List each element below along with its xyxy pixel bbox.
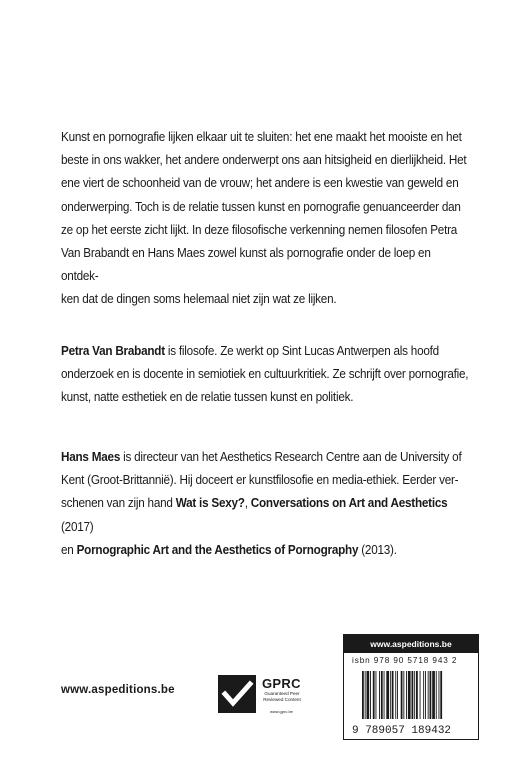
book-title: Conversations on Art and Aesthetics <box>250 496 448 511</box>
isbn-label: isbn 978 90 5718 943 2 <box>352 656 458 665</box>
bio-text: schenen van zijn hand <box>61 496 176 511</box>
author-name: Petra Van Brabandt <box>61 344 165 358</box>
bio-text: , <box>244 496 251 511</box>
author-bio-hans <box>61 446 470 562</box>
barcode-icon <box>352 671 472 735</box>
barcode-header: www.aspeditions.be <box>344 635 478 653</box>
bio-text: Kent (Groot-Brittannië). Hij doceert er kunstfilosofie en media-ethiek. Eerder ver- <box>61 473 459 488</box>
bio-text: is directeur van het Aesthetics Research Centre aan de University of <box>120 450 462 464</box>
gprc-title: GPRC <box>262 676 301 691</box>
bio-text: (2017) <box>61 519 94 534</box>
publisher-website[interactable]: www.aspeditions.be <box>61 684 175 696</box>
gprc-subtitle: Guaranteed Peer Reviewed Content <box>263 691 301 702</box>
bio-text: (2013). <box>358 542 397 557</box>
book-title: Wat is Sexy? <box>175 496 245 511</box>
bio-text: kunst, natte esthetiek en de relatie tussen kunst en politiek. <box>61 390 354 405</box>
blurb-line: Van Brabandt en Hans Maes zowel kunst als pornografie onder de loep en ontdek- <box>61 246 431 284</box>
blurb-line: ze op het eerste zicht lijkt. In deze filosofische verkenning nemen filosofen Petra <box>61 222 458 237</box>
gprc-url: www.gprc.be <box>270 709 293 714</box>
gprc-logo <box>218 675 308 713</box>
blurb-line: Kunst en pornografie lijken elkaar uit te sluiten: het ene maakt het mooiste en het <box>61 130 462 144</box>
blurb-line: ken dat de dingen soms helemaal niet zijn wat ze lijken. <box>61 292 337 307</box>
checkmark-icon <box>218 675 256 713</box>
author-bio-petra <box>61 340 470 410</box>
bio-text: en <box>61 542 77 557</box>
blurb-line: beste in ons wakker, het andere onderwerpt ons aan hitsigheid en dierlijkheid. Het <box>61 153 467 168</box>
svg-text:9 789057 189432: 9 789057 189432 <box>352 725 452 735</box>
isbn-barcode-box <box>343 634 479 740</box>
book-title: Pornographic Art and the Aesthetics of Pornography <box>76 542 359 557</box>
blurb-text <box>61 126 470 312</box>
bio-text: onderzoek en is docente in semiotiek en cultuurkritiek. Ze schrijft over pornografie, <box>61 367 469 382</box>
bio-text: is filosofe. Ze werkt op Sint Lucas Antwerpen als hoofd <box>164 344 439 358</box>
author-name: Hans Maes <box>61 450 121 464</box>
blurb-line: ene viert de schoonheid van de vrouw; het andere is een kwestie van geweld en <box>61 176 459 191</box>
blurb-line: onderwerping. Toch is de relatie tussen kunst en pornografie genuanceerder dan <box>61 199 461 214</box>
